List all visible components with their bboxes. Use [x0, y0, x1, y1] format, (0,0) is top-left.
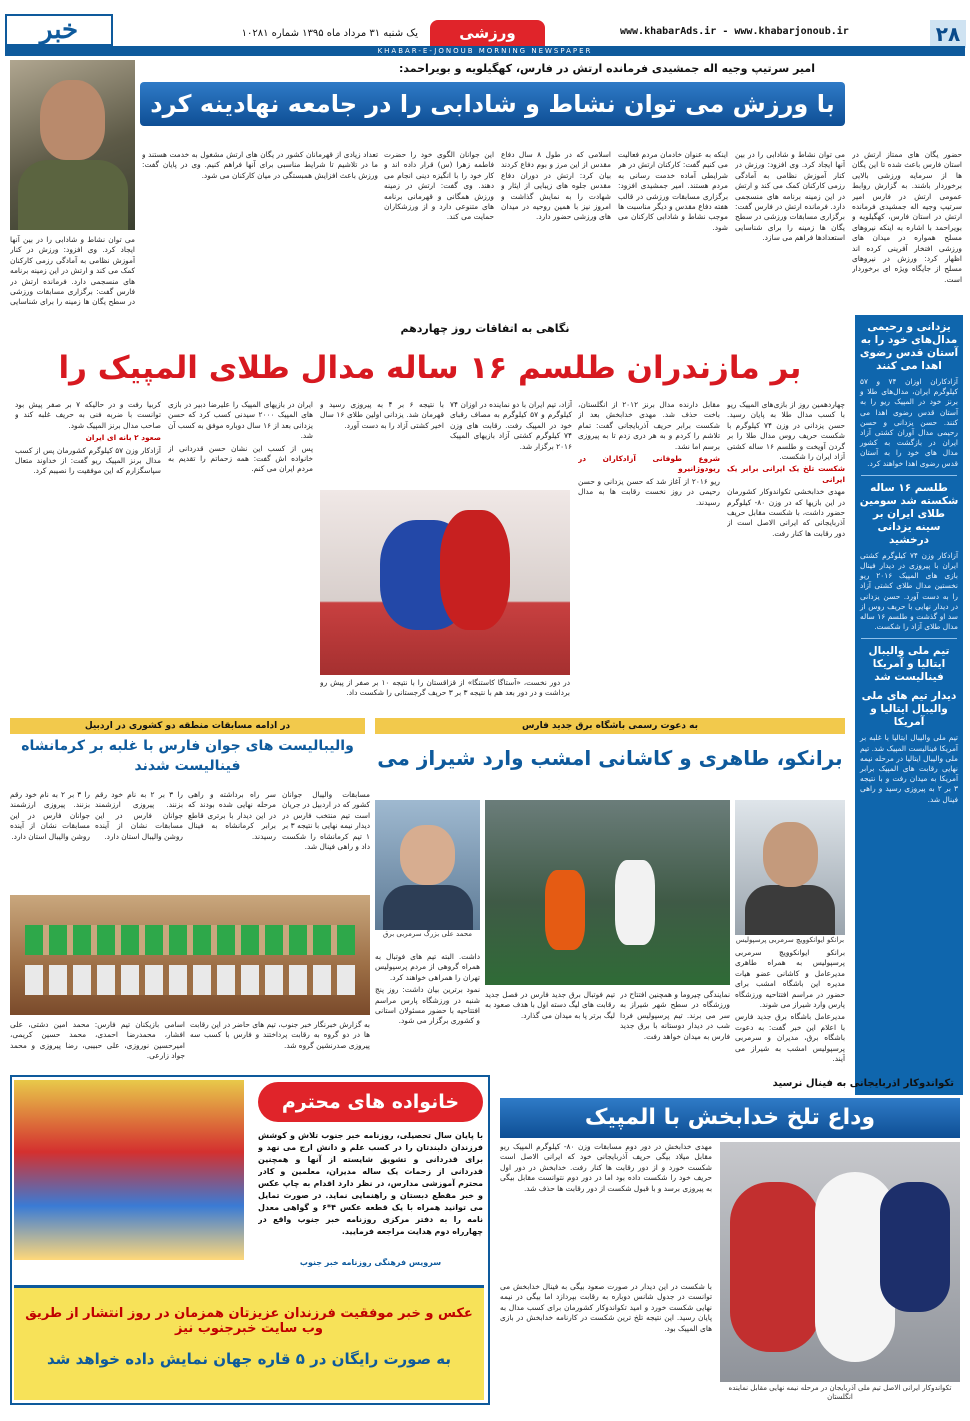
sidebar-title[interactable]: تیم ملی والیبال ایتالیا و آمریکا فینالیست شد: [868, 645, 950, 684]
wrestling-subhead: صعود ۲ بانه ای ایران: [85, 433, 161, 443]
volleyball-kicker: در ادامه مسابقات منطقه دو کشوری در اردبیل: [10, 718, 365, 734]
site-url[interactable]: www.khabarAds.ir - www.khabarjonoub.ir: [620, 26, 849, 37]
coach-photo: [375, 800, 480, 930]
football-col: تیم فوتبال برق جدید فارس در فصل جدید رقابت های لیگ دسته اول با هدف صعود به لیگ برتر پا به میدان می گذارد.: [485, 990, 615, 1020]
sidebar-body: آزادکار وزن ۷۴ کیلوگرم کشتی ایران با پیروزی در دیدار فینال بازی های المپیک ۲۰۱۶ ریو نخستین مدال طلای کشتی آزاد را به دست آورد. حسن یزدانی در دیدار نهایی با حریف روس از سد او گذشت و طلسم ۱۶ ساله مدال طلای آزاد را شکست.: [860, 550, 958, 632]
wrestling-kicker: نگاهی به اتفاقات روز چهاردهم: [400, 322, 570, 335]
wrestling-col: چهاردهمین روز از بازی‌های المپیک ریو با کسب مدال طلا به پایان رسید. حسن یزدانی در وزن ۷۴ کیلوگرم با شکست حریف روس مدال طلا را بر گردن آویخت و طلسم ۱۶ ساله کشتی آزاد ایران را شکست. شکست تلخ یک ایرانی برابر یک ایرانی مهدی خدابخشی تکواندوکار کشورمان در این بازیها که در وزن ۸۰- کیلوگرم حضور داشت، با شکست مقابل حریف آذربایجانی که ایرانی الاصل است از دور رقابت ها کنار رفت.: [727, 400, 845, 538]
wrestling-col: ایران در بازیهای المپیک را علیرضا دبیر در بازی های المپیک ۲۰۰۰ سیدنی کسب کرد که حسن یزدانی بعد از ۱۶ سال دوباره موفق به کسب آن شد. پس از کسب این نشان حسن قدردانی از خانواده اش گفت: همه زحماتم را تقدیم به مردم ایران می کنم.: [168, 400, 313, 474]
family-notice-sign: سرویس فرهنگی روزنامه خبر جنوب: [299, 1258, 442, 1267]
students-photo: [14, 1080, 244, 1260]
family-notice-body: با پایان سال تحصیلی، روزنامه خبر جنوب تلاش و کوشش فرزندان دلبندتان را در کسب علم و دانش ارج می نهد و برای قدردانی و تشویق شایسته از آنها و همچنین قدردانی از زحمات یک ساله مدیران، معلمین و کادر محترم آموزشی مدارس، در نظر دارد اقدام به چاپ عکس و خبر مقطع دبستان و راهنمایی نماید. در صورت تمایل می توانید همراه با یک قطعه عکس ۴*۶ و گواهی معدل نامه را به دفتر مرکزی روزنامه خبر جنوب واقع در چهارراه دوم هدایت مراجعه فرمایید.: [258, 1131, 483, 1236]
family-banner: عکس و خبر موفقیت فرزندان عزیزتان همزمان در روز انتشار از طریق وب سایت خبرجنوب نیز به صورت رایگان در ۵ قاره جهان نمایش داده خواهد شد: [14, 1285, 484, 1400]
wrestling-col: با نتیجه ۶ بر ۴ به پیروزی رسید و قهرمان شد. یزدانی اولین طلای ۱۶ سال اخیر کشتی آزاد را به دست آورد.: [320, 400, 444, 430]
volleyball-col: را ۳ بر ۲ به نام خود رقم بزنند. پیروزی ارزشمند جوانان فارس در این مسابقات نشان از آینده روشن والیبال استان دارد.: [95, 790, 183, 841]
manager-photo: [735, 800, 845, 935]
football-kicker: به دعوت رسمی باشگاه برق جدید فارس: [375, 718, 845, 734]
wrestling-col: کربیا رفت و در حالیکه ۷ بر صفر پیش بود توانست با ضربه فنی به حریف غلبه کند و صاحب مدال برنز المپیک شود. صعود ۲ بانه ای ایران آزادکار وزن ۵۷ کیلوگرم کشورمان پس از کسب مدال برنز المپیک ریو گفت: از خداوند متعال سپاسگزارم که این موفقیت را نصیبم کرد.: [15, 400, 161, 476]
volleyball-col: را ۳ بر ۲ به نام خود رقم بزنند. پیروزی ارزشمند جوانان فارس در این مسابقات نشان از آینده روشن والیبال استان دارد.: [10, 790, 90, 841]
news-sidebar: [855, 315, 963, 1095]
photo-caption: تکواندوکار ایرانی الاصل تیم ملی آذربایجان در مرحله نیمه نهایی مقابل نماینده انگلستان: [728, 1384, 952, 1401]
wrestling-col: مقابل دارنده مدال برنز ۲۰۱۲ از انگلستان، باخت حذف شد. مهدی خدابخش بعد از شکست برابر حریف آذربایجانی گفت: تمام تلاشم را کردم و به هر دری زدم تا به پیروزی برسم اما نشد. شروع طوفانی آزادکاران در ریودوژانیرو ریو ۲۰۱۶ از آغاز شد که حسن یزدانی و حسن رحیمی در روز نخست رقابت ها به مدال رسیدند.: [578, 400, 720, 507]
volleyball-col: مسابقات والیبال جوانان کشور که در اردبیل در جریان است تیم منتخب فارس در دیدار نیمه نهایی با نتیجه ۳ بر ۱ تیم کرمانشاه را شکست داد و راهی فینال شد.: [282, 790, 370, 852]
football-col: برانکو ایوانکوویچ سرمربی پرسپولیس به همراه طاهری مدیرعامل و کاشانی عضو هیات مدیره این باشگاه امشب برای حضور در مراسم افتتاحیه ورزشگاه پارس وارد شیراز می شوند. مدیرعامل باشگاه برق جدید فارس با اعلام این خبر گفت: به دعوت باشگاه برق، مدیران و سرمربی پرسپولیس امشب به شیراز می آیند.: [735, 948, 845, 1064]
football-col: داشت. البته تیم های فوتبال به همراه گروهی از مردم پرسپولیس تهران را همراهی خواهند کرد. نمود برترین بیان داشت: روز پنج شنبه در ورزشگاه پارس مراسم افتتاحیه با حضور مسئولان استانی و کشوری برگزار می شود.: [375, 952, 480, 1026]
wrestling-title[interactable]: بر مازندران طلسم ۱۶ ساله مدال طلای المپیک را: [58, 350, 802, 386]
page-number: ۲۸: [930, 20, 966, 48]
newspaper-logo: خبر: [5, 14, 113, 46]
volleyball-col: به گزارش خبرنگار خبر جنوب، تیم های حاضر در این رقابت ها در دو گروه به رقابت پرداختند و فارس با کسب سه پیروزی صدرنشین گروه شد.: [190, 1020, 370, 1050]
sidebar-body: آزادکاران اوزان ۷۴ و ۵۷ کیلوگرم ایران، مدال‌های طلا و برنز خود در المپیک ریو را به آستان قدس رضوی اهدا می کنند. حسن یزدانی و حسن رحیمی مدال آوران کشتی آزاد ایران در بازگشت به کشور مدال های خود را به آستان قدس رضوی اهدا خواهند کرد.: [860, 377, 958, 468]
volleyball-title[interactable]: والیبالیست های جوان فارس با غلبه بر کرمانشاه فینالیست شدند: [21, 738, 354, 774]
sidebar-title[interactable]: طلسم ۱۶ ساله شکسته شد سومین طلای ایران بر سینه یزدانی درخشید: [859, 481, 959, 546]
football-col: نمایندگی چیروما و همچنین افتتاح در ورزشگاه در سطح شهر شیراز به سر می برند. تیم پرسپولیس فردا شب در دیدار دوستانه با برق جدید فارس به میدان خواهد رفت.: [620, 990, 730, 1041]
football-title[interactable]: برانکو، طاهری و کاشانی امشب وارد شیراز می: [377, 746, 843, 770]
wrestling-col: در دور نخست، «آستاگا کاستنگا» از قزاقستان را با نتیجه ۱۰ بر صفر از پیش رو برداشت و در دور بعد هم با نتیجه ۳ بر ۳ حریف گرجستانی را شکست داد.: [320, 678, 570, 698]
top-article-col: این جوانان الگوی خود را حضرت فاطمه زهرا (س) قرار داده اند و کار خود را با انگیزه دینی انجام می دهند. وی گفت: ارتش در زمینه ورزش همگانی و قهرمانی برنامه های متنوعی دارد و از ورزشکاران حمایت می کند.: [384, 150, 494, 222]
volleyball-team-photo: [10, 895, 370, 1015]
sidebar-body: تیم ملی والیبال ایتالیا با غلبه بر آمریکا فینالیست المپیک شد. تیم ملی والیبال ایتالیا در مرحله نیمه نهایی رقابت های المپیک برابر آمریکا به میدان رفت و با نتیجه ۳ بر ۲ به پیروزی رسید و راهی فینال شد.: [860, 733, 958, 804]
top-article-col: می توان نشاط و شادابی را در بین آنها ایجاد کرد. وی افزود: ورزش در کنار آموزش نظامی به آمادگی رزمی کارکنان کمک می کند و ارتش در این زمینه برنامه های منسجمی دارد. فرمانده ارتش در فارس گفت: برگزاری مسابقات ورزشی در سطح یگان ها زمینه را برای شناسایی: [10, 235, 135, 307]
wrestling-subhead: شکست تلخ یک ایرانی برابر یک ایرانی: [727, 464, 845, 484]
taekwondo-photo: [720, 1142, 960, 1382]
taekwondo-col: مهدی خدابخش در دور دوم مسابقات وزن ۸۰- کیلوگرم المپیک ریو مقابل میلاد بیگی حریف آذربایجانی خود که ایرانی الاصل است شکست خورد و از دور رقابت ها کنار رفت. خدابخش در دور اول حریف خود را شکست داده بود اما در دور دوم نتوانست مقابل بیگی به پیروزی برسد و با قبول شکست از دور رقابت ها حذف شد.: [500, 1142, 712, 1193]
top-article-col: تعداد زیادی از قهرمانان کشور در یگان های ارتش مشغول به خدمت هستند و ما در تلاشیم تا شرایط مناسبی برای آنها فراهم کنیم. وی در پایان گفت: ورزش باعث افزایش همبستگی در میان کارکنان می شود.: [142, 150, 378, 180]
top-article-col: حضور یگان های ممتاز ارتش در استان فارس باعث شده تا این یگان ها از سرمایه ورزشی بالایی برخوردار باشند. به گزارش روابط عمومی ارتش در فارس امیر سرتیپ وجیه اله جمشیدی فرمانده ارتش در استان فارس، کهگیلویه و بویراحمد با اشاره به اینکه نیروهای مسلح همواره در میدان های ورزشی افتخار آفرینی کرده اند اظهار کرد: ورزش در نیروهای مسلح از جایگاه ویژه ای برخوردار است.: [852, 150, 962, 284]
top-article-col: اسلامی که در طول ۸ سال دفاع مقدس از این مرز و بوم دفاع کردند بیان کرد: ارتش در دوران دفاع مقدس جلوه های زیبایی از ایثار و شهادت را به نمایش گذاشت و امروز نیز با همین روحیه در میدان های ورزشی حضور دارد.: [501, 150, 611, 222]
photo-caption: محمد علی بزرگ سرمربی برق: [382, 930, 473, 938]
volleyball-col: اسامی بازیکنان تیم فارس: محمد امین دشتی، علی افشار، محمدرضا احمدی، محمد حسین کریمی، امیرحسین نوروزی، علی حبیبی، رضا پیروزی و محمد جواد زارعی.: [10, 1020, 185, 1061]
sidebar-title[interactable]: دیدار تیم های ملی والیبال ایتالیا و آمریکا: [861, 690, 957, 729]
taekwondo-title[interactable]: وداع تلخ خدابخش با المپیک: [500, 1098, 960, 1138]
issue-date: یک شنبه ۳۱ مرداد ماه ۱۳۹۵ شماره ۱۰۲۸۱: [241, 28, 418, 39]
section-tab[interactable]: ورزشی: [430, 20, 545, 46]
commander-photo: [10, 60, 135, 230]
sidebar-title[interactable]: یزدانی و رحیمی مدال‌های خود را به آستان قدس رضوی اهدا می کنند: [859, 321, 959, 372]
top-article-kicker: امیر سرتیپ وجیه اله جمشیدی فرمانده ارتش در فارس، کهگیلویه و بویراحمد:: [398, 62, 815, 75]
photo-caption: برانکو ایوانکوویچ سرمربی پرسپولیس: [735, 936, 845, 944]
football-match-photo: [485, 800, 730, 985]
wrestling-subhead: شروع طوفانی آزادکاران در ریودوژانیرو: [578, 454, 720, 474]
family-notice-title: خانواده های محترم: [258, 1082, 483, 1122]
top-article-title[interactable]: با ورزش می توان نشاط و شادابی را در جامعه نهادینه کرد: [140, 82, 845, 126]
wrestling-photo: [320, 490, 570, 675]
wrestling-col: آزاد، تیم ایران با دو نماینده در اوزان ۷۴ کیلوگرم و ۵۷ کیلوگرم به مصاف رقبای خود در المپیک رفت. رقابت های وزن ۷۴ کیلوگرم کشتی آزاد بازیهای المپیک ۲۰۱۶ برگزار شد.: [450, 400, 572, 451]
header-strap: KHABAR-E-JONOUB MORNING NEWSPAPER: [5, 46, 965, 56]
volleyball-col: سر راه برداشته و راهی مرحله نهایی شده بودند که در این دیدار با برتری قاطع برابر کرمانشاه به فینال رسیدند.: [188, 790, 276, 841]
top-article-col: می توان نشاط و شادابی را در بین آنها ایجاد کرد. وی افزود: ورزش در کنار آموزش نظامی به آمادگی رزمی کارکنان کمک می کند و ارتش در این زمینه برنامه های منسجمی دارد. فرمانده ارتش در فارس گفت: برگزاری مسابقات ورزشی در سطح یگان ها زمینه را برای شناسایی استعدادها فراهم می سازد.: [735, 150, 845, 243]
taekwondo-kicker: تکواندوکار آذربایجانی به فینال نرسید: [772, 1078, 954, 1089]
taekwondo-col: با شکست در این دیدار در صورت صعود بیگی به فینال خدابخش می توانست در جدول شانس دوباره به رقابت بپردازد اما بیگی در نیمه نهایی شکست خورد و امید تکواندوکار کشورمان برای کسب مدال به پایان رسید. این نتیجه تلخ ترین شکست در کارنامه خدابخش در بازی های المپیک بود.: [500, 1282, 712, 1333]
top-article-col: اینکه به عنوان خادمان مردم فعالیت می کنیم گفت: کارکنان ارتش در هر شرایطی آماده خدمت رسانی به مردم هستند. امیر جمشیدی افزود: برگزاری مسابقات ورزشی در قالب هفته دفاع مقدس و دیگر مناسبت ها موجب نشاط و شادابی کارکنان می شود.: [618, 150, 728, 232]
